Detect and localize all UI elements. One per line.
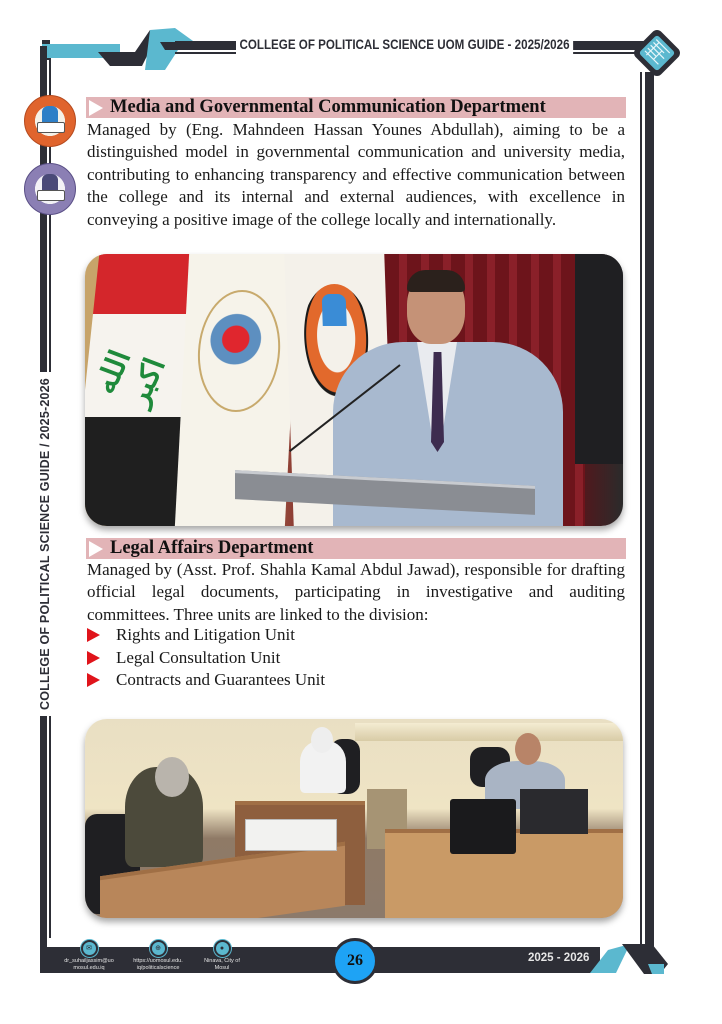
section-body-media: Managed by (Eng. Mahndeen Hassan Younes Abdullah), aiming to be a distinguished model in governmental communication and university media, contributing to enhancing transparency and effective communication between the college and its internal and external audiences, with excellence in conveying a positive image of the college locally and internationally. [87,120,625,229]
list-item: Legal Consultation Unit [87,647,625,670]
printer [450,799,516,854]
college-of-political-science-logo [24,163,76,215]
frame-top-left-ribbon [0,0,240,70]
footer-year: 2025 - 2026 [528,952,590,964]
logo-book-icon [37,122,65,133]
footer-location-line2: Mosul [214,965,230,971]
triangle-bullet-icon [89,100,103,116]
page-number-badge: 26 [332,938,378,984]
staff-head [155,757,189,797]
section-title: Media and Governmental Communication Department [110,97,546,117]
photo-legal-office [85,719,623,918]
section-body-legal: Managed by (Asst. Prof. Shahla Kamal Abdul Jawad), responsible for drafting official legal documents, participating in investigative and auditing committees. Three units are linked to the division: [87,560,625,624]
laptop [520,789,588,834]
ceiling-light [355,723,623,741]
footer-website-line2: iq/politicalscience [136,965,180,971]
section-header-legal [86,538,626,559]
header-title: COLLEGE OF POLITICAL SCIENCE UOM GUIDE - 2025/2026 [236,35,573,55]
footer-website-line1: https://uomosul.edu. [133,958,183,964]
section-header-media [86,97,626,118]
logo-book-icon [37,190,65,201]
footer-location-line1: Ninava, City of [204,958,240,964]
red-triangle-bullet-icon [87,628,100,642]
background-panel [575,254,623,464]
iraq-flag: الله اكبر [85,254,204,526]
red-triangle-bullet-icon [87,673,100,687]
frame-right-bar [645,72,654,966]
footer-website[interactable] [123,940,193,972]
paper-stack [245,819,337,851]
corner-emblem-icon [626,22,688,84]
units-list [87,624,625,692]
frame-right-line [640,72,642,950]
globe-icon: ⊕ [150,940,167,957]
triangle-bullet-icon [89,541,103,557]
footer-location [187,940,257,972]
staff-head [311,727,333,753]
footer-email-line2: mosul.edu.iq [73,965,105,971]
list-item: Rights and Litigation Unit [87,624,625,647]
photo-speaker-podium [85,254,623,526]
side-title: COLLEGE OF POLITICAL SCIENCE GUIDE / 2025-2026 [38,372,52,716]
location-pin-icon: ● [214,940,231,957]
staff-head [515,733,541,765]
list-item: Contracts and Guarantees Unit [87,669,625,692]
footer-email[interactable] [54,940,124,972]
mail-icon: ✉ [81,940,98,957]
footer-email-line1: dr_suhailjassim@uo [64,958,114,964]
red-triangle-bullet-icon [87,651,100,665]
university-of-mosul-logo [24,95,76,147]
section-title: Legal Affairs Department [110,538,314,558]
